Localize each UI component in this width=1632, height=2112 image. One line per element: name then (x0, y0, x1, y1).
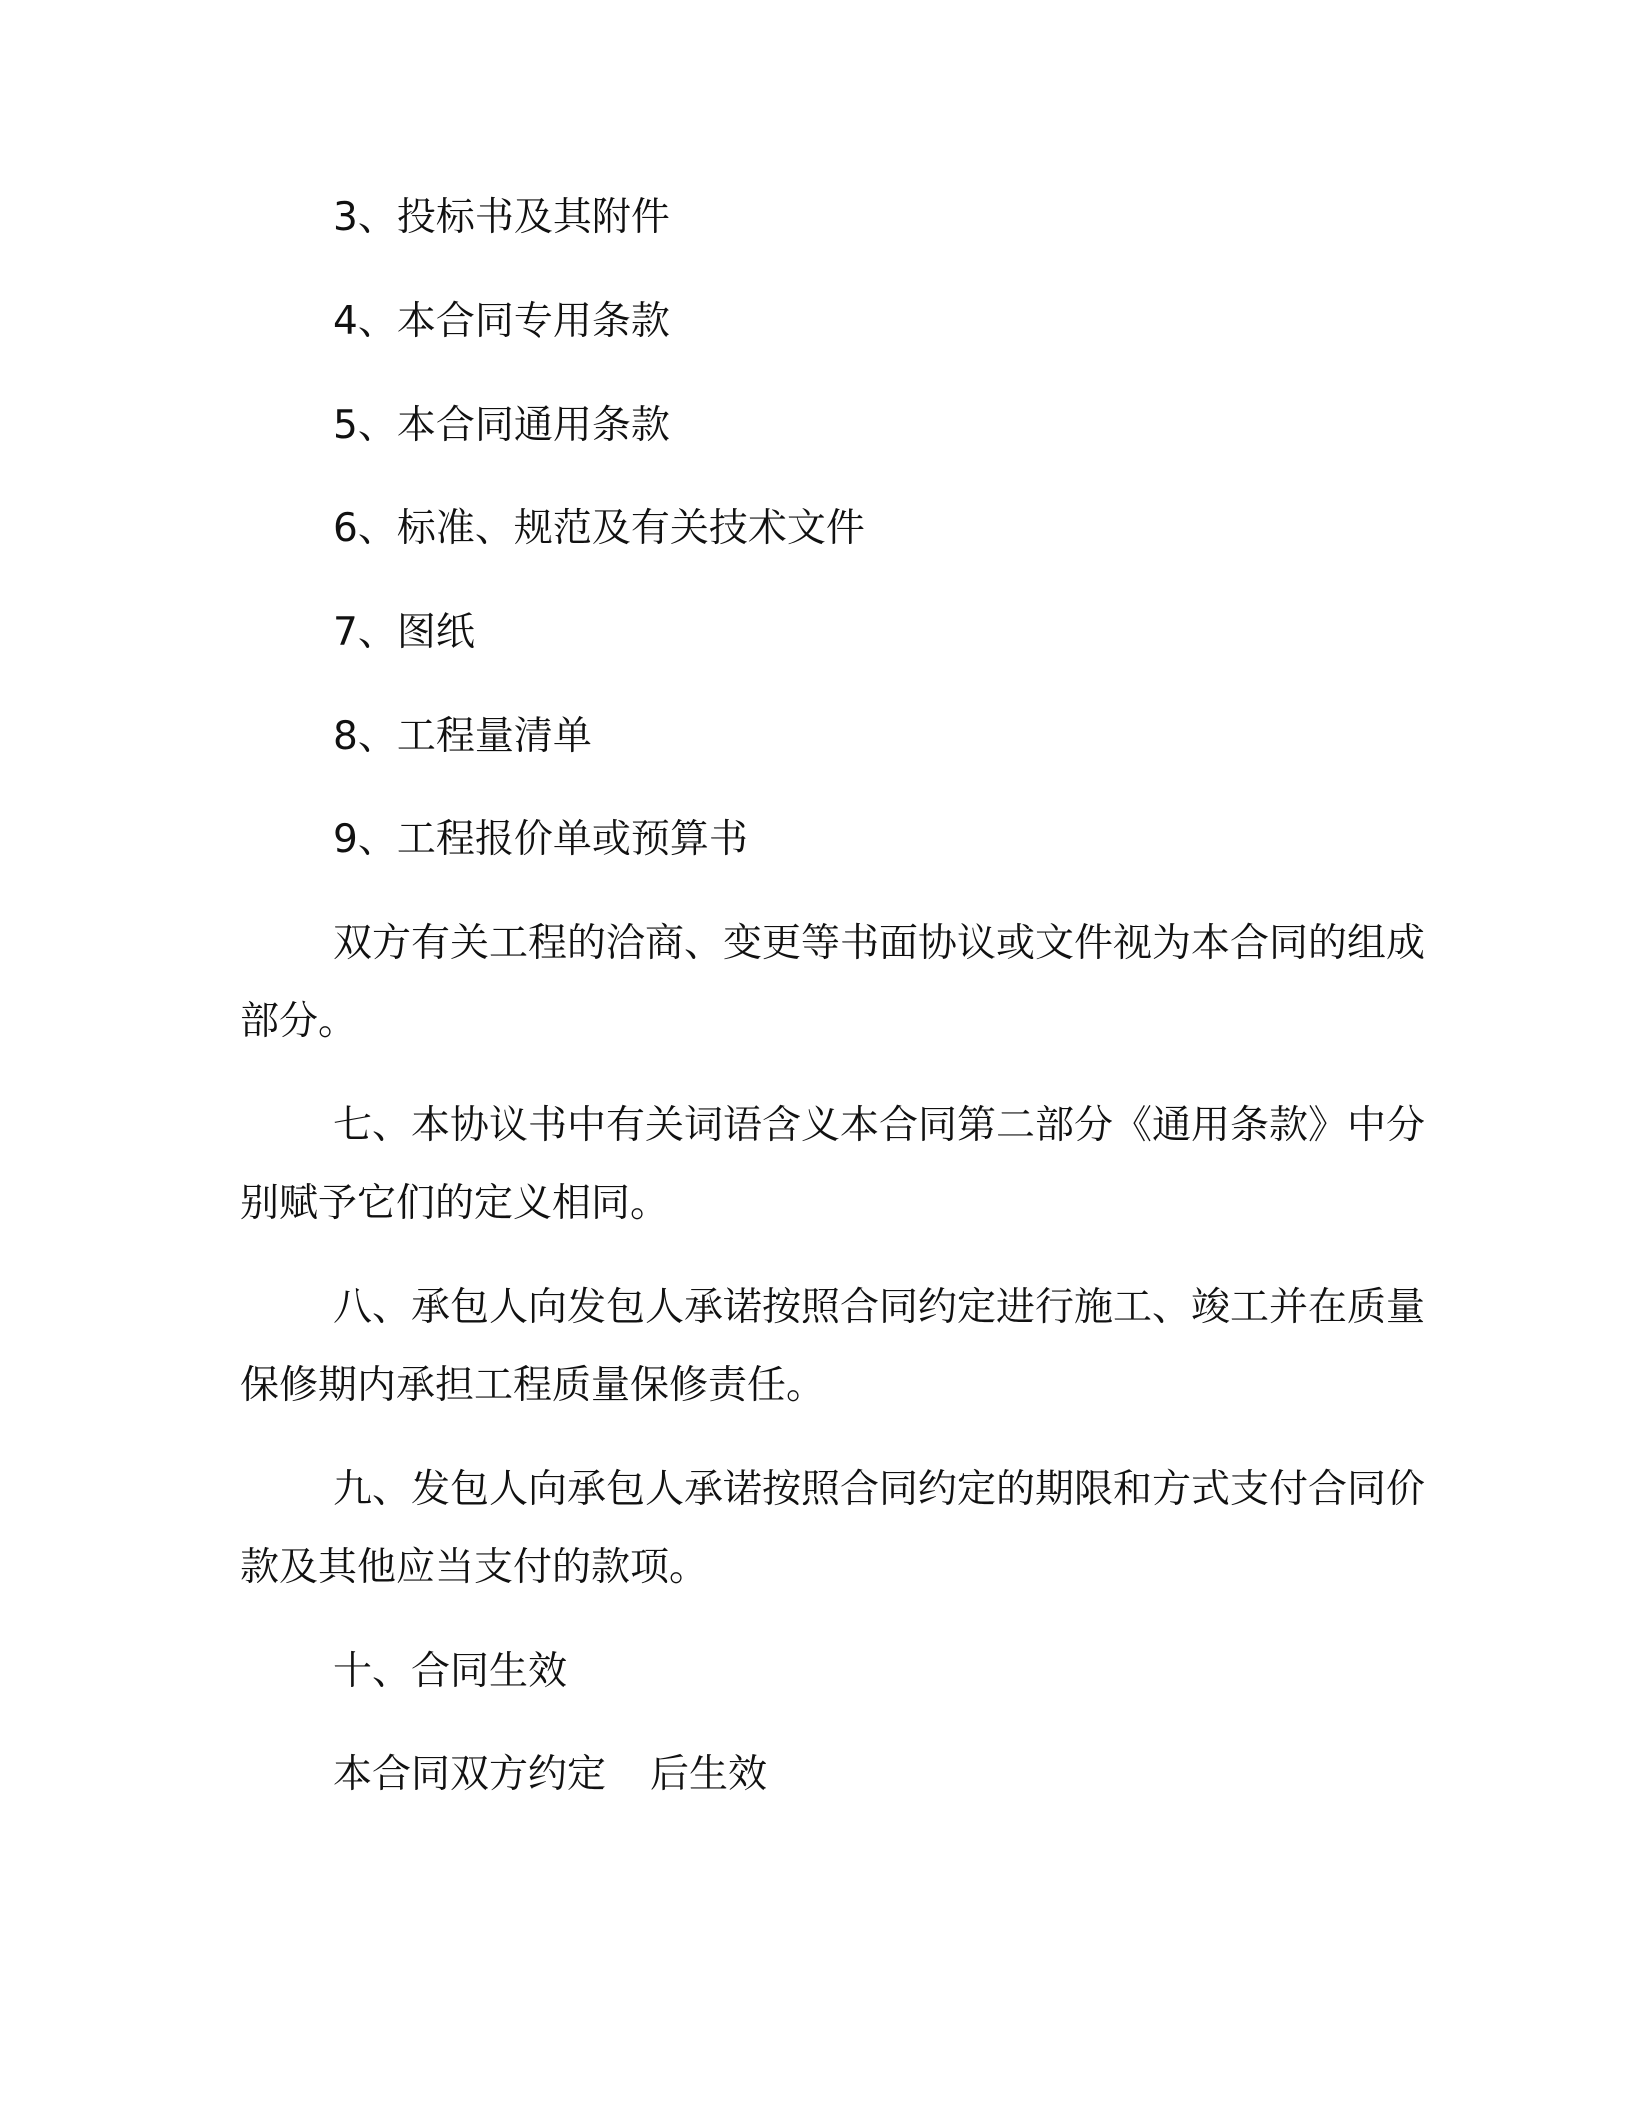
paragraph-other-line2: 部分。 (240, 999, 358, 1044)
clause-10-heading: 十、合同生效 (333, 1649, 568, 1694)
clause-9-line1: 九、发包人向承包人承诺按照合同约定的期限和方式支付合同价 (333, 1467, 1426, 1512)
paragraph-other-line1: 双方有关工程的洽商、变更等书面协议或文件视为本合同的组成 (333, 921, 1426, 966)
list-item-8: 8、工程量清单 (333, 714, 592, 759)
list-item-3: 3、投标书及其附件 (333, 195, 670, 240)
list-item-6: 6、标准、规范及有关技术文件 (333, 506, 865, 551)
clause-7-line1: 七、本协议书中有关词语含义本合同第二部分《通用条款》中分 (333, 1103, 1426, 1148)
effect-text-part2: 后生效 (650, 1752, 768, 1797)
clause-8-line2: 保修期内承担工程质量保修责任。 (240, 1363, 826, 1408)
list-item-7: 7、图纸 (333, 610, 475, 655)
list-item-4: 4、本合同专用条款 (333, 299, 670, 344)
effect-text-part1: 本合同双方约定 (333, 1752, 607, 1797)
list-item-5: 5、本合同通用条款 (333, 403, 670, 448)
clause-10-effect-line (333, 1751, 767, 1799)
list-item-9: 9、工程报价单或预算书 (333, 817, 748, 862)
clause-7-line2: 别赋予它们的定义相同。 (240, 1181, 670, 1226)
clause-9-line2: 款及其他应当支付的款项。 (240, 1545, 709, 1590)
clause-8-line1: 八、承包人向发包人承诺按照合同约定进行施工、竣工并在质量 (333, 1285, 1426, 1330)
